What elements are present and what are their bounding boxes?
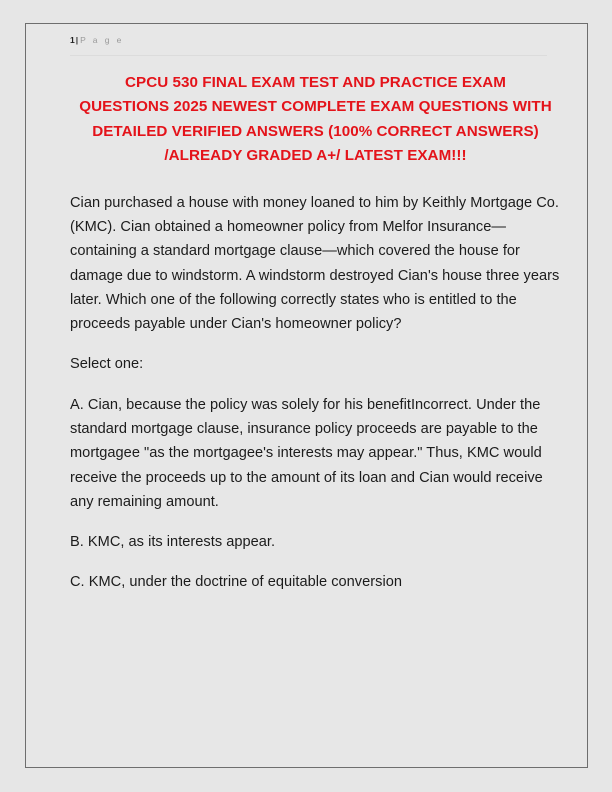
running-header [70, 33, 569, 57]
select-one-instruction: Select one: [70, 356, 144, 373]
answer-option-c: C. KMC, under the doctrine of equitable conversion [70, 574, 402, 591]
page-word-label: P a g e [80, 35, 124, 45]
page-number-value: 1 [70, 35, 75, 45]
header-divider-rule [70, 55, 547, 56]
page-content-area [26, 24, 587, 767]
document-title: CPCU 530 FINAL EXAM TEST AND PRACTICE EXAM QUESTIONS 2025 NEWEST COMPLETE EXAM QUESTIONS WITH DETAILED VERIFIED ANSWERS (100% CORRECT ANSWERS) /ALREADY GRADED A+/ LATEST EXAM!!! [79, 74, 552, 165]
page-marker-separator: | [75, 35, 79, 45]
document-body [70, 191, 569, 595]
question-paragraph: Cian purchased a house with money loaned to him by Keithly Mortgage Co. (KMC). Cian obtained a homeowner policy from Melfor Insurance—containing a standard mortgage clause—which covered the house for damage due to windstorm. A windstorm destroyed Cian's house three years later. Which one of the following correctly states who is entitled to the proceeds payable under Cian's homeowner policy? [70, 194, 560, 333]
page-number-marker [70, 33, 569, 47]
answer-option-b: B. KMC, as its interests appear. [70, 534, 276, 551]
document-page [25, 23, 588, 768]
answer-option-a: A. Cian, because the policy was solely for his benefitIncorrect. Under the standard mortgage clause, insurance policy proceeds are payable to the mortgagee "as the mortgagee's interests may appear." Thus, KMC would receive the proceeds up to the amount of its loan and Cian would receive any remaining amount. [70, 396, 543, 510]
